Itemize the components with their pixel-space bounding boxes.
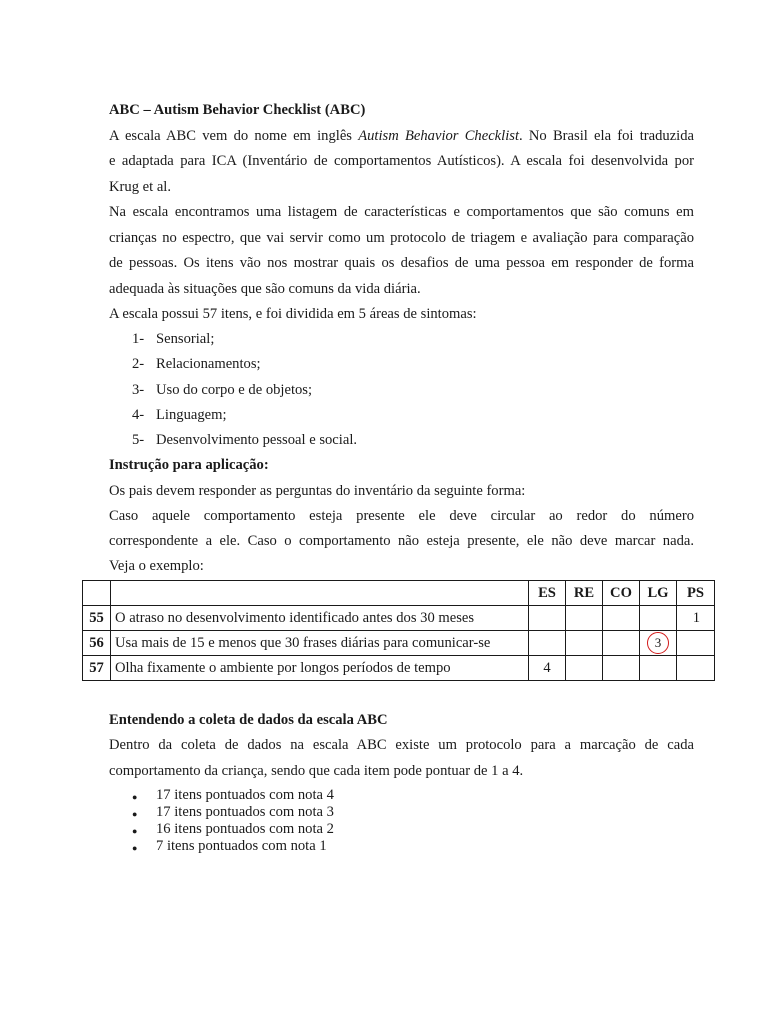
bullet-icon: ●: [132, 792, 138, 802]
score-cell: [529, 631, 566, 656]
item-number: 57: [83, 656, 111, 681]
paragraph-line: comportamento da criança, sendo que cada item pode pontuar de 1 a 4.: [109, 763, 524, 779]
paragraph-line: crianças no espectro, que vai servir como um protocolo de triagem e avaliação para comparação: [109, 230, 694, 246]
score-cell-circled: [640, 631, 677, 656]
item-text: Usa mais de 15 e menos que 30 frases diárias para comunicar-se: [111, 631, 529, 656]
score-cell: [566, 631, 603, 656]
score-cell: 4: [529, 656, 566, 681]
header-cell: PS: [677, 581, 715, 606]
header-cell: CO: [603, 581, 640, 606]
score-cell: [603, 656, 640, 681]
paragraph-line: e adaptada para ICA (Inventário de comportamentos Autísticos). A escala foi desenvolvida por: [109, 153, 694, 169]
score-cell: 1: [677, 606, 715, 631]
table-row: [83, 656, 715, 681]
score-cell: [603, 631, 640, 656]
score-cell: [677, 656, 715, 681]
document-page: ABC – Autism Behavior Checklist (ABC) A escala ABC vem do nome em inglês Autism Behavior Checklist. No Brasil ela foi traduzida e adaptada para ICA (Inventário de comportamentos Autísticos). A escala foi desenvolvida por Krug et al. Na escala encontramos uma listagem de características e comportamentos que são comuns em crianças no espectro, que vai servir como um protocolo de triagem e avaliação para comparação de pessoas. Os itens vão nos mostrar quais os desafios de uma pessoa em responder de forma adequada às situações que são comuns da vida diária. A escala possui 57 itens, e foi dividida em 5 áreas de sintomas: 1- Sensorial; 2- Relacionamentos; 3- Uso do corpo e de objetos; 4- Linguagem; 5- Desenvolvimento pessoal e social. Instrução para aplicação: Os pais devem responder as perguntas do inventário da seguinte forma: Caso aquele comportamento esteja presente ele deve circular ao redor do número correspondente a ele. Caso o comportamento não esteja presente, ele não deve marcar nada. Veja o exemplo: ES RE CO LG PS 55 O atraso no desenvolvimento identificado antes dos 30 meses 1 56 Usa mais de 15 e menos que 30 frases diárias para comunicar-se 3 57 Olha fixamente o ambiente por longos períodos de tempo 4 Entendendo a coleta de dados da escala ABC Dentro da coleta de dados na escala ABC existe um protocolo para a marcação de cada comportamento da criança, sendo que cada item pode pontuar de 1 a 4. ● 17 itens pontuados com nota 4 ● 17 itens pontuados com nota 3 ● 16 itens pontuados com nota 2 ● 7 itens pontuados com nota 1: [0, 0, 768, 1024]
score-cell: [640, 606, 677, 631]
header-empty-cell: [83, 581, 111, 606]
item-number: 55: [83, 606, 111, 631]
paragraph-line: Dentro da coleta de dados na escala ABC existe um protocolo para a marcação de cada: [109, 737, 694, 753]
paragraph-line: Caso aquele comportamento esteja presente ele deve circular ao redor do número: [109, 508, 694, 524]
circled-score: 3: [647, 632, 669, 654]
table-row: [83, 606, 715, 631]
emphasis-text: Autism Behavior Checklist: [358, 128, 520, 144]
paragraph-line: Os pais devem responder as perguntas do inventário da seguinte forma:: [109, 483, 526, 499]
paragraph-line: Krug et al.: [109, 179, 172, 195]
paragraph-line: correspondente a ele. Caso o comportamento não esteja presente, ele não deve marcar nada.: [109, 533, 694, 549]
item-text: O atraso no desenvolvimento identificado antes dos 30 meses: [111, 606, 529, 631]
paragraph-line: A escala ABC vem do nome em inglês Autism Behavior Checklist. No Brasil ela foi traduzida: [109, 128, 694, 144]
header-cell: ES: [529, 581, 566, 606]
paragraph-line: de pessoas. Os itens vão nos mostrar quais os desafios de uma pessoa em responder de forma: [109, 255, 694, 271]
header-cell: RE: [566, 581, 603, 606]
section-heading: Entendendo a coleta de dados da escala ABC: [109, 712, 388, 728]
table-header-row: [83, 581, 715, 606]
paragraph-line: Na escala encontramos uma listagem de características e comportamentos que são comuns em: [109, 204, 694, 220]
item-text: Olha fixamente o ambiente por longos períodos de tempo: [111, 656, 529, 681]
header-empty-cell: [111, 581, 529, 606]
score-cell: [566, 656, 603, 681]
example-table: [82, 580, 715, 681]
header-cell: LG: [640, 581, 677, 606]
bullet-icon: ●: [132, 843, 138, 853]
score-cell: [677, 631, 715, 656]
bullet-icon: ●: [132, 826, 138, 836]
score-cell: [603, 606, 640, 631]
section-title: ABC – Autism Behavior Checklist (ABC): [109, 102, 366, 118]
paragraph-line: A escala possui 57 itens, e foi dividida em 5 áreas de sintomas:: [109, 306, 477, 322]
table-row: [83, 631, 715, 656]
bullet-icon: ●: [132, 809, 138, 819]
paragraph-line: adequada às situações que são comuns da vida diária.: [109, 281, 421, 297]
item-number: 56: [83, 631, 111, 656]
score-cell: [640, 656, 677, 681]
score-cell: [566, 606, 603, 631]
score-cell: [529, 606, 566, 631]
paragraph-line: Veja o exemplo:: [109, 558, 204, 574]
instructions-heading: Instrução para aplicação:: [109, 457, 269, 473]
